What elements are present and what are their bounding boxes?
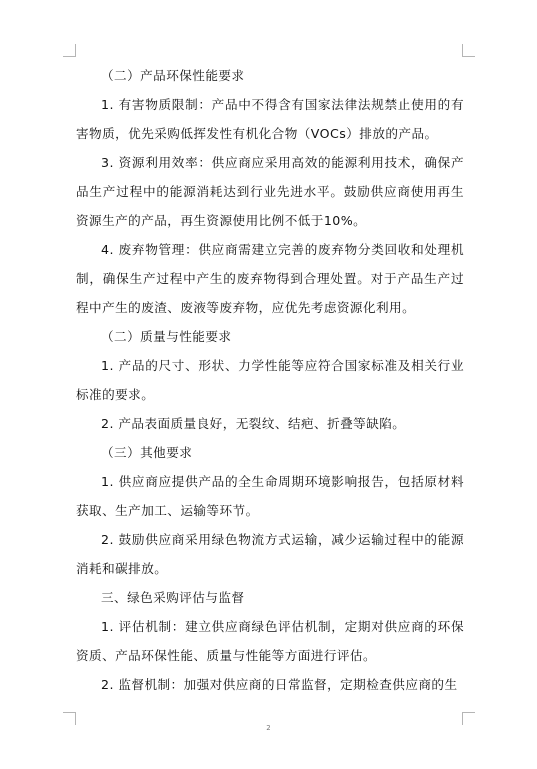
section-heading-other: （三）其他要求 bbox=[101, 445, 193, 460]
paragraph-green-logistics: 2. 鼓励供应商采用绿色物流方式运输，减少运输过程中的能源消耗和碳排放。 bbox=[76, 532, 464, 576]
paragraph-evaluation-mechanism: 1. 评估机制：建立供应商绿色评估机制，定期对供应商的环保资质、产品环保性能、质量与性能等方面进行评估。 bbox=[76, 619, 464, 663]
section-heading-evaluation: 三、绿色采购评估与监督 bbox=[101, 590, 245, 605]
paragraph-surface-quality: 2. 产品表面质量良好，无裂纹、结疤、折叠等缺陷。 bbox=[101, 416, 406, 431]
crop-mark-top-right bbox=[462, 44, 475, 57]
crop-mark-top-left bbox=[63, 44, 76, 57]
document-body bbox=[76, 61, 464, 699]
paragraph-dimensions: 1. 产品的尺寸、形状、力学性能等应符合国家标准及相关行业标准的要求。 bbox=[76, 358, 464, 402]
paragraph-resource-efficiency: 3. 资源利用效率：供应商应采用高效的能源利用技术，确保产品生产过程中的能源消耗达到行业先进水平。鼓励供应商使用再生资源生产的产品，再生资源使用比例不低于10%。 bbox=[76, 155, 464, 228]
paragraph-supervision-mechanism: 2. 监督机制：加强对供应商的日常监督，定期检查供应商的生 bbox=[101, 677, 458, 692]
paragraph-lifecycle-report: 1. 供应商应提供产品的全生命周期环境影响报告，包括原材料获取、生产加工、运输等环节。 bbox=[76, 474, 464, 518]
section-heading-quality: （二）质量与性能要求 bbox=[101, 329, 232, 344]
section-heading-environmental: （二）产品环保性能要求 bbox=[101, 68, 245, 83]
paragraph-waste-management: 4. 废弃物管理：供应商需建立完善的废弃物分类回收和处理机制，确保生产过程中产生的废弃物得到合理处置。对于产品生产过程中产生的废渣、废液等废弃物，应优先考虑资源化利用。 bbox=[76, 242, 464, 315]
paragraph-hazardous-substances: 1. 有害物质限制：产品中不得含有国家法律法规禁止使用的有害物质，优先采购低挥发性有机化合物（VOCs）排放的产品。 bbox=[76, 97, 464, 141]
page-number: 2 bbox=[266, 724, 271, 732]
